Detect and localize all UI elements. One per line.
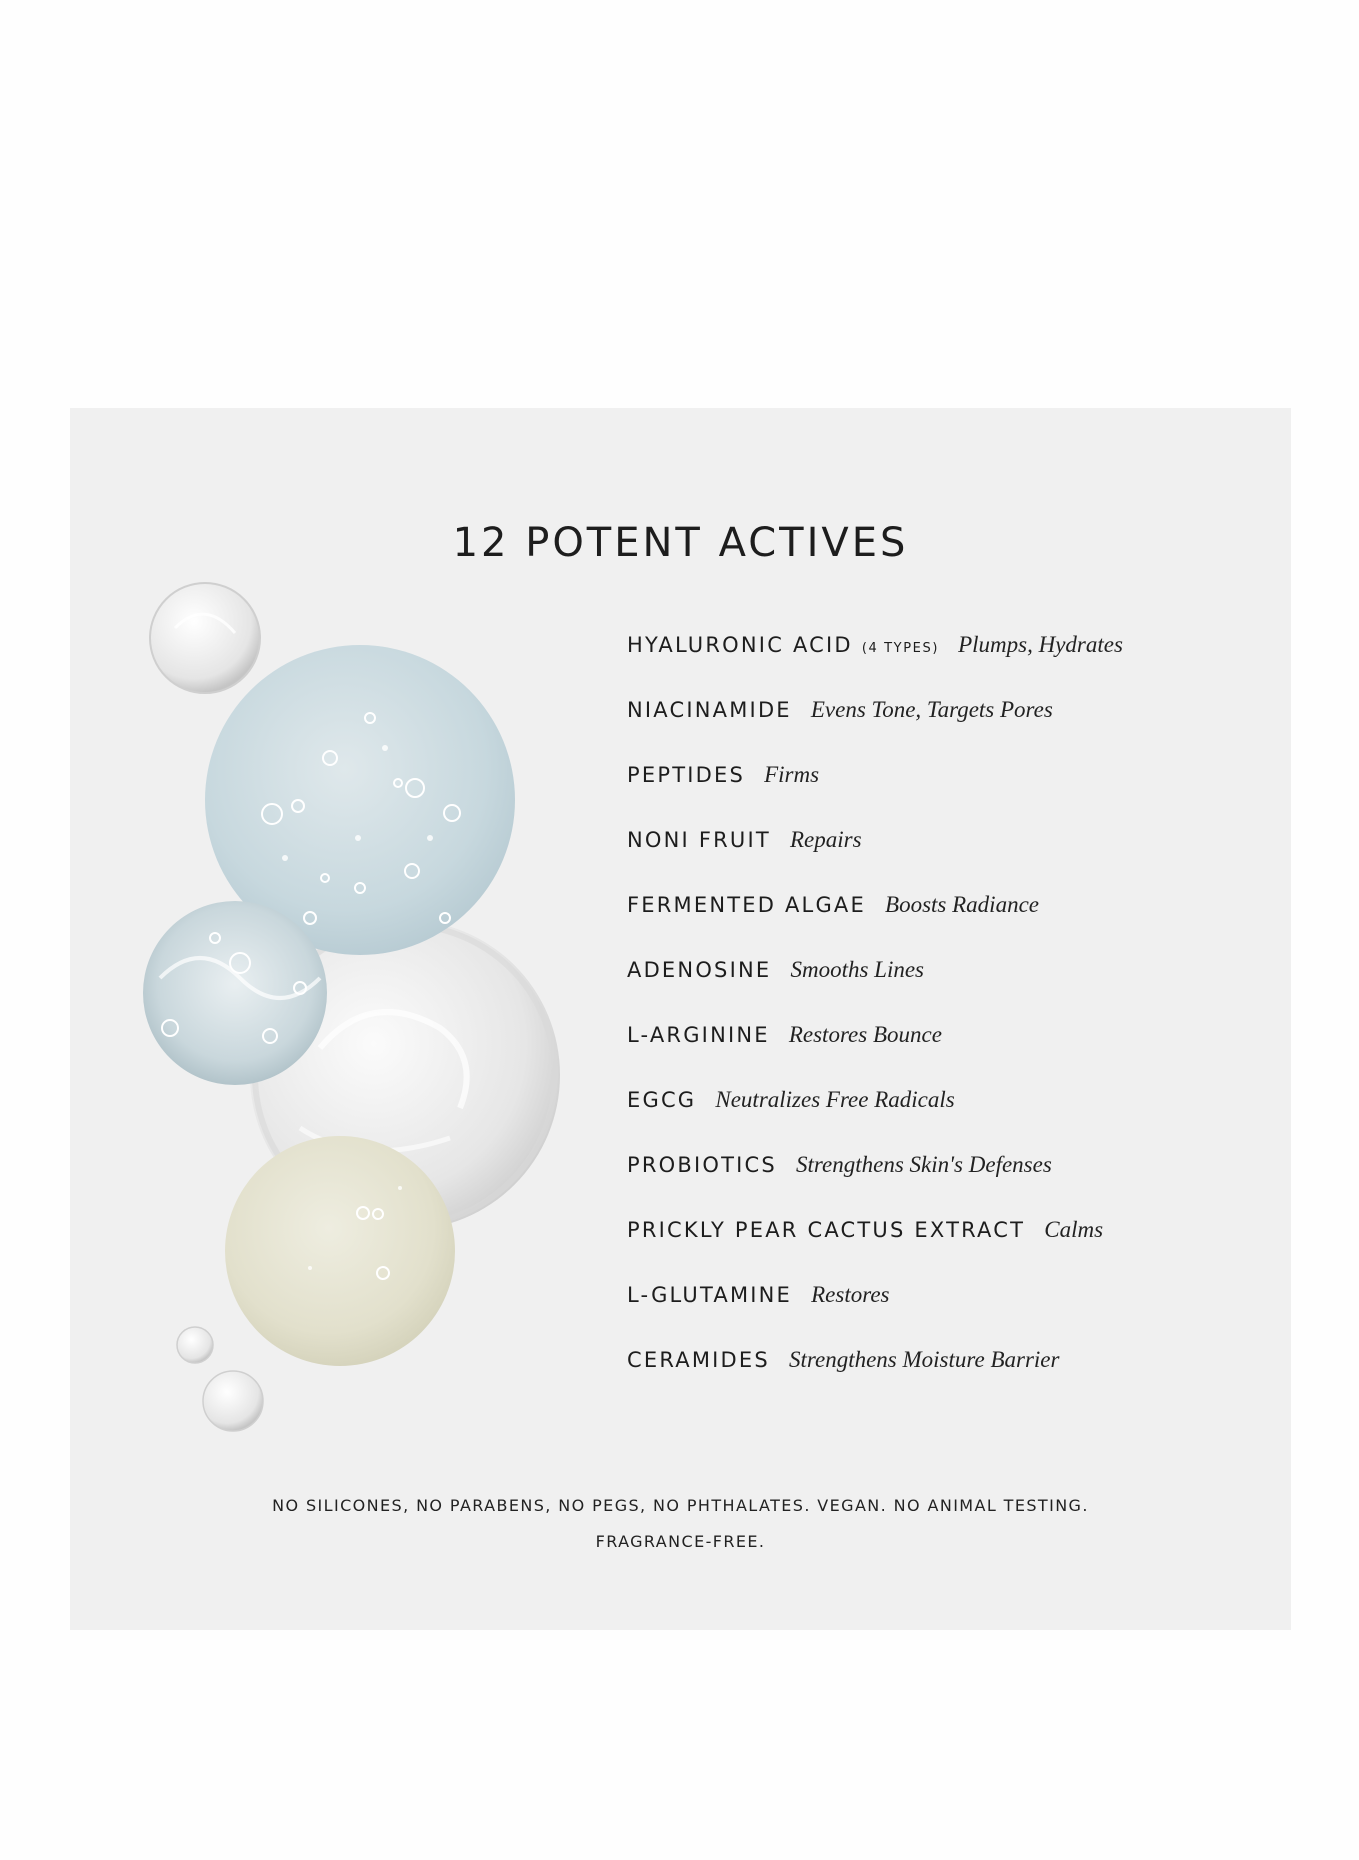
actives-list [627, 632, 1123, 1412]
actives-panel [70, 408, 1291, 1630]
active-item-l-arginine [627, 1022, 1123, 1087]
active-benefit: Neutralizes Free Radicals [715, 1087, 955, 1112]
active-benefit: Restores Bounce [788, 1022, 942, 1047]
active-item-probiotics [627, 1152, 1123, 1217]
active-qualifier: (4 TYPES) [861, 641, 939, 656]
panel-title: 12 POTENT ACTIVES [452, 520, 909, 566]
active-item-ceramides [627, 1347, 1123, 1412]
active-item-prickly-pear [627, 1217, 1123, 1282]
active-name: FERMENTED ALGAE [627, 893, 866, 917]
active-benefit: Smooths Lines [790, 957, 924, 982]
active-benefit: Calms [1044, 1217, 1104, 1242]
active-benefit: Strengthens Skin's Defenses [796, 1152, 1052, 1177]
active-item-niacinamide [627, 697, 1123, 762]
active-benefit: Strengthens Moisture Barrier [789, 1347, 1060, 1372]
active-name: NONI FRUIT [627, 828, 771, 852]
active-benefit: Firms [764, 762, 820, 787]
active-item-l-glutamine [627, 1282, 1123, 1347]
ingredient-texture-swatches [70, 568, 590, 1468]
active-item-egcg [627, 1087, 1123, 1152]
active-name: EGCG [627, 1088, 697, 1112]
active-benefit: Boosts Radiance [885, 892, 1039, 917]
tiny-clear-drops [177, 1327, 263, 1431]
active-item-fermented-algae [627, 892, 1123, 957]
active-item-peptides [627, 762, 1123, 827]
footnote-line-1: NO SILICONES, NO PARABENS, NO PEGS, NO PHTHALATES. VEGAN. NO ANIMAL TESTING. [272, 1496, 1089, 1515]
active-benefit: Evens Tone, Targets Pores [810, 697, 1053, 722]
active-name: HYALURONIC ACID [627, 633, 853, 657]
active-name: PRICKLY PEAR CACTUS EXTRACT [627, 1218, 1026, 1242]
active-benefit: Repairs [789, 827, 862, 852]
active-name: L-ARGININE [627, 1023, 770, 1047]
active-name: L-GLUTAMINE [627, 1283, 793, 1307]
active-name: PEPTIDES [627, 763, 745, 787]
active-name: PROBIOTICS [627, 1153, 777, 1177]
active-item-adenosine [627, 957, 1123, 1022]
cream-swatch [225, 1136, 455, 1366]
active-benefit: Restores [811, 1282, 890, 1307]
free-from-footnote [70, 1488, 1291, 1560]
active-item-noni-fruit [627, 827, 1123, 892]
small-clear-drop [150, 583, 260, 693]
active-name: NIACINAMIDE [627, 698, 792, 722]
active-benefit: Plumps, Hydrates [958, 632, 1123, 657]
active-name: ADENOSINE [627, 958, 772, 982]
active-name: CERAMIDES [627, 1348, 770, 1372]
bubbly-gel-swatch [143, 901, 327, 1085]
active-item-hyaluronic-acid [627, 632, 1123, 697]
footnote-line-2: FRAGRANCE-FREE. [595, 1532, 766, 1551]
